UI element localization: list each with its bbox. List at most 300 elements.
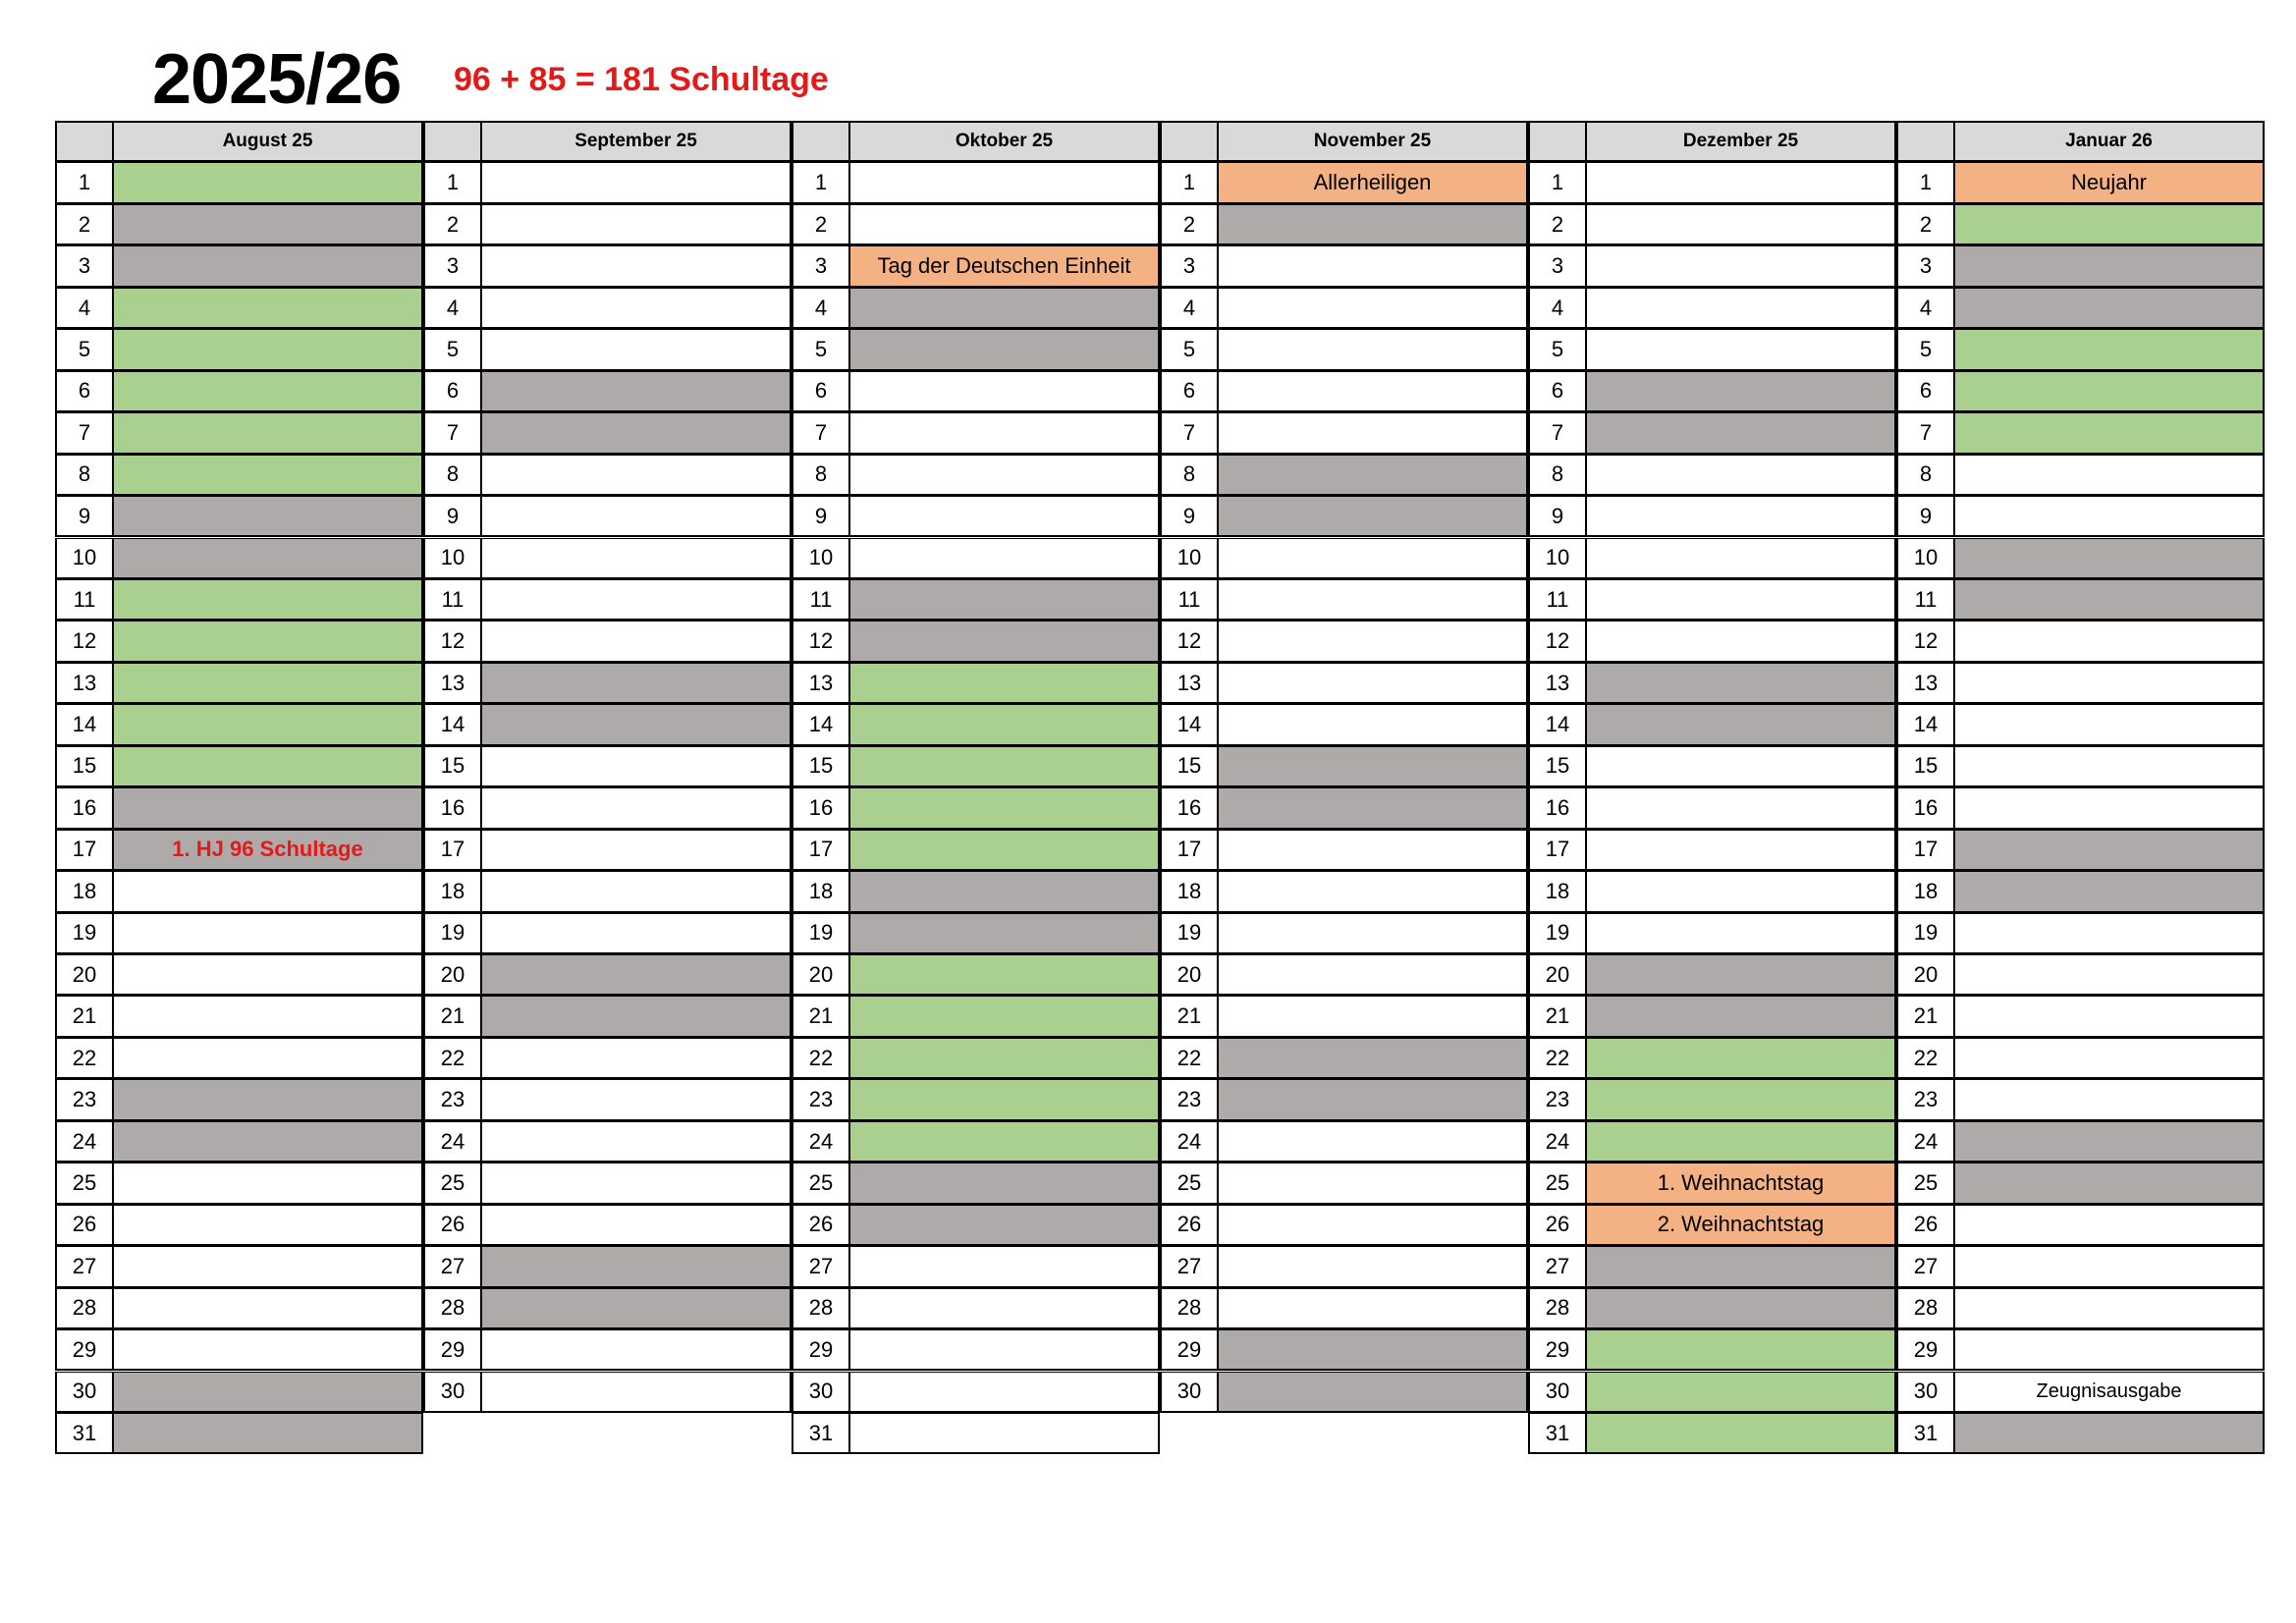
day-cell[interactable]: [112, 579, 423, 621]
day-cell[interactable]: [480, 162, 792, 203]
day-cell[interactable]: [1953, 329, 2265, 370]
day-cell[interactable]: [1217, 1372, 1528, 1413]
day-cell[interactable]: [1585, 954, 1896, 996]
day-number: 1: [55, 162, 114, 203]
day-cell[interactable]: [112, 1205, 423, 1246]
day-number: 30: [1896, 1372, 1955, 1413]
day-cell[interactable]: 1. HJ 96 Schultage: [112, 830, 423, 871]
day-cell[interactable]: Neujahr: [1953, 162, 2265, 203]
day-row: [1528, 204, 1896, 245]
day-cell[interactable]: [1585, 412, 1896, 454]
day-number: 6: [1160, 371, 1219, 412]
day-cell[interactable]: [1953, 787, 2265, 829]
day-number: 14: [792, 704, 850, 745]
day-cell[interactable]: [480, 663, 792, 704]
day-number: 11: [1528, 579, 1587, 621]
day-cell[interactable]: [1217, 1329, 1528, 1371]
day-cell[interactable]: [848, 1246, 1160, 1287]
day-cell[interactable]: [1585, 538, 1896, 579]
day-number: 27: [1528, 1246, 1587, 1287]
day-number: 17: [1160, 830, 1219, 871]
day-row: [1528, 746, 1896, 787]
day-row: [1528, 1246, 1896, 1287]
day-cell[interactable]: [848, 538, 1160, 579]
day-cell[interactable]: [480, 1121, 792, 1163]
day-cell[interactable]: [848, 996, 1160, 1037]
day-row: [55, 455, 423, 496]
day-cell[interactable]: [1217, 455, 1528, 496]
day-number: 7: [423, 412, 482, 454]
day-number: 28: [423, 1288, 482, 1329]
day-cell[interactable]: [1953, 704, 2265, 745]
day-cell[interactable]: [1585, 204, 1896, 245]
day-row: [423, 288, 792, 329]
day-cell[interactable]: [1217, 621, 1528, 662]
day-number: 4: [1528, 288, 1587, 329]
day-cell[interactable]: [848, 1121, 1160, 1163]
day-row: [1160, 1372, 1528, 1413]
day-cell[interactable]: [848, 579, 1160, 621]
day-cell[interactable]: [112, 621, 423, 662]
day-number: 28: [792, 1288, 850, 1329]
day-row: [792, 621, 1160, 662]
day-cell[interactable]: [112, 787, 423, 829]
day-row: [1528, 1163, 1896, 1204]
day-number: 8: [1528, 455, 1587, 496]
day-number: 13: [55, 663, 114, 704]
day-row: [792, 1205, 1160, 1246]
day-cell[interactable]: [1585, 288, 1896, 329]
day-number: 4: [792, 288, 850, 329]
day-row: [423, 830, 792, 871]
day-cell[interactable]: [112, 871, 423, 912]
day-number: 3: [1896, 245, 1955, 287]
day-cell[interactable]: [1217, 1205, 1528, 1246]
day-number: 12: [1896, 621, 1955, 662]
day-cell[interactable]: [848, 1288, 1160, 1329]
day-row: [423, 1246, 792, 1287]
day-cell[interactable]: [1953, 996, 2265, 1037]
day-row: [1160, 329, 1528, 370]
day-number: 18: [1528, 871, 1587, 912]
day-cell[interactable]: [112, 954, 423, 996]
day-cell[interactable]: [848, 412, 1160, 454]
day-row: [423, 787, 792, 829]
day-number: 10: [792, 538, 850, 579]
day-cell[interactable]: [1585, 871, 1896, 912]
day-number: 16: [1160, 787, 1219, 829]
day-cell[interactable]: [1953, 455, 2265, 496]
day-cell[interactable]: [480, 579, 792, 621]
day-number: 19: [55, 913, 114, 954]
day-cell[interactable]: [480, 954, 792, 996]
day-number: 23: [1528, 1079, 1587, 1120]
day-cell[interactable]: [112, 996, 423, 1037]
day-number: 6: [1528, 371, 1587, 412]
day-row: [1160, 663, 1528, 704]
day-cell[interactable]: [1217, 1038, 1528, 1079]
day-cell[interactable]: [1585, 245, 1896, 287]
day-cell[interactable]: [848, 1413, 1160, 1454]
day-number: 10: [55, 538, 114, 579]
day-cell[interactable]: [848, 913, 1160, 954]
day-cell[interactable]: [1585, 1121, 1896, 1163]
day-number: 7: [792, 412, 850, 454]
day-cell[interactable]: [1217, 830, 1528, 871]
day-cell[interactable]: [1953, 1163, 2265, 1204]
day-row: [1896, 579, 2265, 621]
day-cell[interactable]: [112, 455, 423, 496]
day-row: [1528, 162, 1896, 203]
day-cell[interactable]: [1953, 871, 2265, 912]
day-cell[interactable]: [1217, 329, 1528, 370]
day-row: [423, 1372, 792, 1413]
day-cell[interactable]: [1953, 371, 2265, 412]
day-cell[interactable]: [1217, 1079, 1528, 1120]
day-number: 13: [1160, 663, 1219, 704]
day-cell[interactable]: [1217, 245, 1528, 287]
day-cell[interactable]: [1585, 621, 1896, 662]
day-row: [1528, 371, 1896, 412]
day-cell[interactable]: [1217, 1288, 1528, 1329]
day-number: 2: [1160, 204, 1219, 245]
day-cell[interactable]: [1953, 663, 2265, 704]
day-cell[interactable]: [848, 162, 1160, 203]
day-cell[interactable]: [1585, 162, 1896, 203]
day-cell[interactable]: [480, 830, 792, 871]
day-row: [1896, 954, 2265, 996]
day-cell[interactable]: [848, 1079, 1160, 1120]
day-row: [1160, 1288, 1528, 1329]
day-cell[interactable]: [480, 1038, 792, 1079]
day-cell[interactable]: [1217, 913, 1528, 954]
day-number: 17: [1896, 830, 1955, 871]
day-cell[interactable]: [1953, 1079, 2265, 1120]
day-cell[interactable]: [1217, 204, 1528, 245]
day-cell[interactable]: [112, 663, 423, 704]
day-cell[interactable]: [1585, 579, 1896, 621]
day-cell[interactable]: [1953, 579, 2265, 621]
day-cell[interactable]: [1953, 1246, 2265, 1287]
day-cell[interactable]: [480, 787, 792, 829]
day-cell[interactable]: [1585, 1372, 1896, 1413]
day-number: 6: [423, 371, 482, 412]
day-cell[interactable]: Tag der Deutschen Einheit: [848, 245, 1160, 287]
day-cell[interactable]: [1585, 830, 1896, 871]
day-cell[interactable]: [112, 204, 423, 245]
day-number: 27: [423, 1246, 482, 1287]
day-cell[interactable]: [848, 704, 1160, 745]
day-cell[interactable]: [112, 1329, 423, 1371]
day-cell[interactable]: [1585, 455, 1896, 496]
day-cell[interactable]: [480, 1288, 792, 1329]
day-cell[interactable]: [1217, 704, 1528, 745]
day-row: [792, 1413, 1160, 1454]
day-cell[interactable]: [848, 496, 1160, 537]
day-number: 31: [792, 1413, 850, 1454]
month-header: [792, 121, 1160, 162]
day-row: [1160, 787, 1528, 829]
day-row: [55, 1413, 423, 1454]
day-row: [792, 830, 1160, 871]
day-number: 21: [792, 996, 850, 1037]
day-number: 5: [55, 329, 114, 370]
day-cell[interactable]: [112, 329, 423, 370]
day-row: [1896, 787, 2265, 829]
day-number: 26: [792, 1205, 850, 1246]
day-cell[interactable]: [480, 204, 792, 245]
day-cell[interactable]: [1217, 496, 1528, 537]
day-row: [792, 162, 1160, 203]
day-cell[interactable]: [1217, 1163, 1528, 1204]
day-number: 19: [1896, 913, 1955, 954]
day-row: [1528, 954, 1896, 996]
day-cell[interactable]: [112, 245, 423, 287]
day-cell[interactable]: [1217, 579, 1528, 621]
day-cell[interactable]: [1585, 1288, 1896, 1329]
day-cell[interactable]: [1585, 1329, 1896, 1371]
day-cell[interactable]: [1585, 996, 1896, 1037]
day-cell[interactable]: [112, 1372, 423, 1413]
day-cell[interactable]: [112, 704, 423, 745]
day-number: 7: [1160, 412, 1219, 454]
day-row: [1160, 913, 1528, 954]
day-number: 8: [423, 455, 482, 496]
day-cell[interactable]: [112, 412, 423, 454]
day-row: [1528, 913, 1896, 954]
day-cell[interactable]: [1953, 245, 2265, 287]
day-row: [792, 1079, 1160, 1120]
day-cell[interactable]: [480, 538, 792, 579]
day-number: 29: [792, 1329, 850, 1371]
day-cell[interactable]: [1217, 412, 1528, 454]
day-cell[interactable]: [1217, 746, 1528, 787]
day-cell[interactable]: [1585, 1246, 1896, 1287]
day-cell[interactable]: [1217, 1246, 1528, 1287]
day-cell[interactable]: [480, 1372, 792, 1413]
day-cell[interactable]: [480, 245, 792, 287]
day-cell[interactable]: [1953, 496, 2265, 537]
day-cell[interactable]: [480, 871, 792, 912]
day-cell[interactable]: [1953, 746, 2265, 787]
day-cell[interactable]: [1953, 913, 2265, 954]
day-cell[interactable]: [112, 1163, 423, 1204]
day-cell[interactable]: [112, 288, 423, 329]
day-cell[interactable]: [1585, 1038, 1896, 1079]
day-number: 10: [1528, 538, 1587, 579]
day-cell[interactable]: [1217, 1121, 1528, 1163]
day-number: 16: [1896, 787, 1955, 829]
day-row: [423, 245, 792, 287]
day-row: [1160, 412, 1528, 454]
day-cell[interactable]: [112, 496, 423, 537]
day-cell[interactable]: [1217, 288, 1528, 329]
day-number: 27: [792, 1246, 850, 1287]
day-row: [55, 1372, 423, 1413]
day-cell[interactable]: 2. Weihnachtstag: [1585, 1205, 1896, 1246]
day-number: 19: [1528, 913, 1587, 954]
day-number: 20: [1160, 954, 1219, 996]
day-number: 25: [55, 1163, 114, 1204]
day-row: [792, 245, 1160, 287]
day-cell[interactable]: [1585, 787, 1896, 829]
day-cell[interactable]: [1953, 1205, 2265, 1246]
day-cell[interactable]: [848, 455, 1160, 496]
day-cell[interactable]: [1953, 830, 2265, 871]
day-row: [423, 204, 792, 245]
day-number: 5: [1896, 329, 1955, 370]
month-header: [1528, 121, 1896, 162]
day-cell[interactable]: [1953, 621, 2265, 662]
day-cell[interactable]: [1585, 1413, 1896, 1454]
day-cell[interactable]: [112, 746, 423, 787]
day-cell[interactable]: [1585, 1079, 1896, 1120]
day-cell[interactable]: [480, 704, 792, 745]
day-cell[interactable]: [480, 1205, 792, 1246]
day-number: 30: [423, 1372, 482, 1413]
day-row: [1528, 1413, 1896, 1454]
day-row: [1896, 204, 2265, 245]
day-cell[interactable]: [480, 455, 792, 496]
day-number: 14: [55, 704, 114, 745]
day-cell[interactable]: [1585, 371, 1896, 412]
day-cell[interactable]: [1585, 329, 1896, 370]
day-row: [792, 1372, 1160, 1413]
day-cell[interactable]: [112, 371, 423, 412]
day-row: [55, 329, 423, 370]
day-cell[interactable]: [480, 371, 792, 412]
day-cell[interactable]: [1585, 746, 1896, 787]
day-number: 5: [423, 329, 482, 370]
day-cell[interactable]: [848, 288, 1160, 329]
day-row: [1528, 663, 1896, 704]
day-row: [792, 746, 1160, 787]
day-cell[interactable]: [848, 371, 1160, 412]
day-number: 15: [1528, 746, 1587, 787]
day-row: [1528, 830, 1896, 871]
day-cell[interactable]: [112, 1079, 423, 1120]
day-number: 26: [1160, 1205, 1219, 1246]
day-cell[interactable]: [1585, 663, 1896, 704]
day-cell[interactable]: 1. Weihnachtstag: [1585, 1163, 1896, 1204]
day-cell[interactable]: [848, 621, 1160, 662]
day-cell[interactable]: [1217, 663, 1528, 704]
day-cell[interactable]: [480, 288, 792, 329]
day-number: 3: [423, 245, 482, 287]
day-cell[interactable]: Allerheiligen: [1217, 162, 1528, 203]
day-row: [55, 1205, 423, 1246]
day-row: [1528, 1121, 1896, 1163]
day-cell[interactable]: [848, 1372, 1160, 1413]
day-number: 4: [423, 288, 482, 329]
day-cell[interactable]: [1953, 954, 2265, 996]
day-cell[interactable]: [480, 1163, 792, 1204]
day-cell[interactable]: [1217, 996, 1528, 1037]
day-cell[interactable]: [480, 412, 792, 454]
day-cell[interactable]: [480, 913, 792, 954]
day-cell[interactable]: [480, 621, 792, 662]
day-row: [1528, 621, 1896, 662]
day-row: [423, 579, 792, 621]
day-number: 22: [1160, 1038, 1219, 1079]
day-cell[interactable]: [848, 329, 1160, 370]
day-cell[interactable]: [1953, 1329, 2265, 1371]
day-cell[interactable]: [848, 830, 1160, 871]
day-cell[interactable]: [112, 1246, 423, 1287]
day-cell[interactable]: [112, 1413, 423, 1454]
day-cell[interactable]: [1217, 371, 1528, 412]
day-cell[interactable]: [848, 787, 1160, 829]
day-row: [1528, 704, 1896, 745]
day-row: [1896, 621, 2265, 662]
day-cell[interactable]: [480, 1079, 792, 1120]
day-cell[interactable]: [1953, 1121, 2265, 1163]
day-number: 2: [1896, 204, 1955, 245]
day-cell[interactable]: [1953, 204, 2265, 245]
day-cell[interactable]: [848, 1038, 1160, 1079]
day-cell[interactable]: [112, 162, 423, 203]
day-cell[interactable]: [1217, 954, 1528, 996]
day-cell[interactable]: [848, 204, 1160, 245]
day-number: 16: [1528, 787, 1587, 829]
day-cell[interactable]: [480, 746, 792, 787]
day-row: [423, 663, 792, 704]
day-row: [792, 1288, 1160, 1329]
day-cell[interactable]: [1217, 871, 1528, 912]
day-cell[interactable]: [848, 746, 1160, 787]
day-cell[interactable]: [480, 996, 792, 1037]
day-number: 1: [792, 162, 850, 203]
day-number: 27: [1896, 1246, 1955, 1287]
day-cell[interactable]: [112, 538, 423, 579]
day-number: 12: [55, 621, 114, 662]
day-cell[interactable]: [1585, 913, 1896, 954]
day-cell[interactable]: [1953, 1413, 2265, 1454]
day-cell[interactable]: [848, 1205, 1160, 1246]
day-cell[interactable]: [480, 1246, 792, 1287]
day-number: 25: [1528, 1163, 1587, 1204]
day-number: 23: [55, 1079, 114, 1120]
day-cell[interactable]: [112, 1038, 423, 1079]
day-cell[interactable]: [112, 1288, 423, 1329]
day-cell[interactable]: [112, 913, 423, 954]
day-cell[interactable]: [848, 663, 1160, 704]
day-cell[interactable]: [1953, 412, 2265, 454]
day-cell[interactable]: [1217, 538, 1528, 579]
month-header: [1896, 121, 2265, 162]
day-cell[interactable]: [1953, 1288, 2265, 1329]
day-cell[interactable]: [1953, 538, 2265, 579]
day-row: [55, 913, 423, 954]
day-cell[interactable]: [848, 954, 1160, 996]
day-cell[interactable]: [1953, 288, 2265, 329]
day-number: 4: [55, 288, 114, 329]
day-cell[interactable]: [1217, 787, 1528, 829]
day-cell[interactable]: Zeugnisausgabe: [1953, 1372, 2265, 1413]
day-cell[interactable]: [480, 1329, 792, 1371]
day-cell[interactable]: [1585, 704, 1896, 745]
day-cell[interactable]: [112, 1121, 423, 1163]
day-cell[interactable]: [848, 1329, 1160, 1371]
day-cell[interactable]: [480, 496, 792, 537]
day-cell[interactable]: [1953, 1038, 2265, 1079]
day-number: 15: [423, 746, 482, 787]
day-cell[interactable]: [848, 871, 1160, 912]
day-cell[interactable]: [848, 1163, 1160, 1204]
day-number: 9: [1896, 496, 1955, 537]
day-cell[interactable]: [1585, 496, 1896, 537]
day-cell[interactable]: [480, 329, 792, 370]
